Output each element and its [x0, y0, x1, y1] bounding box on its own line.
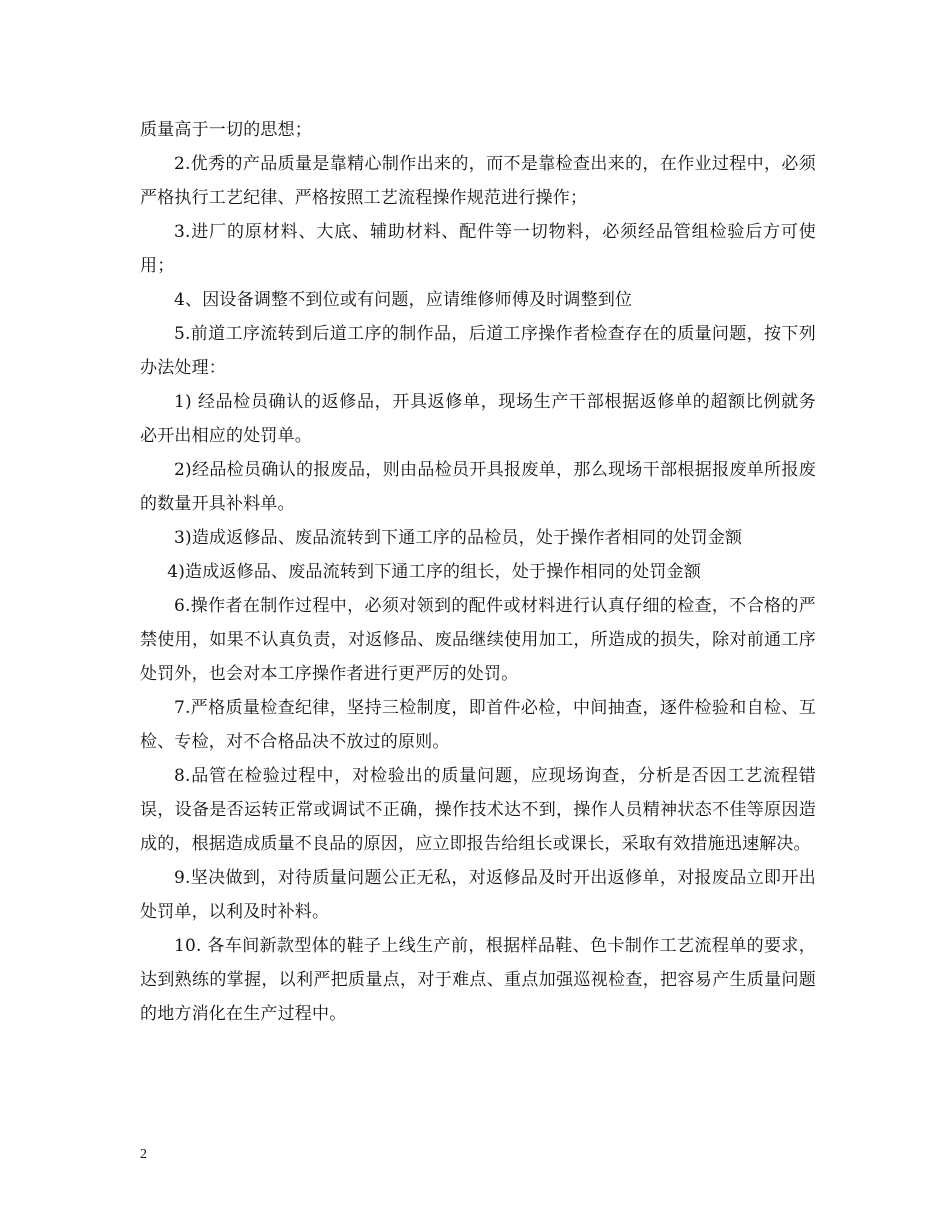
paragraph-item-9: 9.坚决做到，对待质量问题公正无私，对返修品及时开出返修单，对报废品立即开出处罚单，以利及时补料。 — [140, 868, 816, 922]
paragraph-subitem-1: 1) 经品检员确认的返修品，开具返修单，现场生产干部根据返修单的超额比例就务必开出相应的处罚单。 — [140, 392, 816, 446]
paragraph-item-3: 3.进厂的原材料、大底、辅助材料、配件等一切物料，必须经品管组检验后方可使用； — [140, 222, 816, 276]
page-number: 2 — [140, 1147, 147, 1162]
paragraph-item-4: 4、因设备调整不到位或有问题，应请维修师傅及时调整到位 — [174, 290, 633, 310]
paragraph-item-7: 7.严格质量检查纪律，坚持三检制度，即首件必检，中间抽查，逐件检验和自检、互检、专检，对不合格品决不放过的原则。 — [140, 698, 816, 752]
paragraph-item-8: 8.品管在检验过程中，对检验出的质量问题，应现场询查，分析是否因工艺流程错误，设备是否运转正常或调试不正确，操作技术达不到，操作人员精神状态不佳等原因造成的，根据造成质量不良品的原因，应立即报告给组长或课长，采取有效措施迅速解决。 — [140, 766, 816, 854]
paragraph-subitem-2: 2)经品检员确认的报废品，则由品检员开具报废单，那么现场干部根据报废单所报废的数量开具补料单。 — [140, 460, 816, 514]
paragraph-item-10: 10. 各车间新款型体的鞋子上线生产前，根据样品鞋、色卡制作工艺流程单的要求，达到熟练的掌握，以利严把质量点，对于难点、重点加强巡视检查，把容易产生质量问题的地方消化在生产过程中。 — [140, 936, 816, 1024]
paragraph-subitem-3: 3)造成返修品、废品流转到下通工序的品检员，处于操作者相同的处罚金额 — [174, 528, 743, 548]
paragraph-item-5: 5.前道工序流转到后道工序的制作品，后道工序操作者检查存在的质量问题，按下列办法处理： — [140, 324, 816, 378]
paragraph-continuation: 质量高于一切的思想； — [140, 120, 312, 140]
paragraph-item-6: 6.操作者在制作过程中，必须对领到的配件或材料进行认真仔细的检查，不合格的严禁使用，如果不认真负责，对返修品、废品继续使用加工，所造成的损失，除对前通工序处罚外，也会对本工序操作者进行更严厉的处罚。 — [140, 596, 816, 684]
paragraph-item-2: 2.优秀的产品质量是靠精心制作出来的，而不是靠检查出来的，在作业过程中，必须严格执行工艺纪律、严格按照工艺流程操作规范进行操作； — [140, 154, 816, 208]
document-body — [140, 113, 816, 1031]
paragraph-subitem-4: 4)造成返修品、废品流转到下通工序的组长，处于操作相同的处罚金额 — [167, 562, 702, 582]
